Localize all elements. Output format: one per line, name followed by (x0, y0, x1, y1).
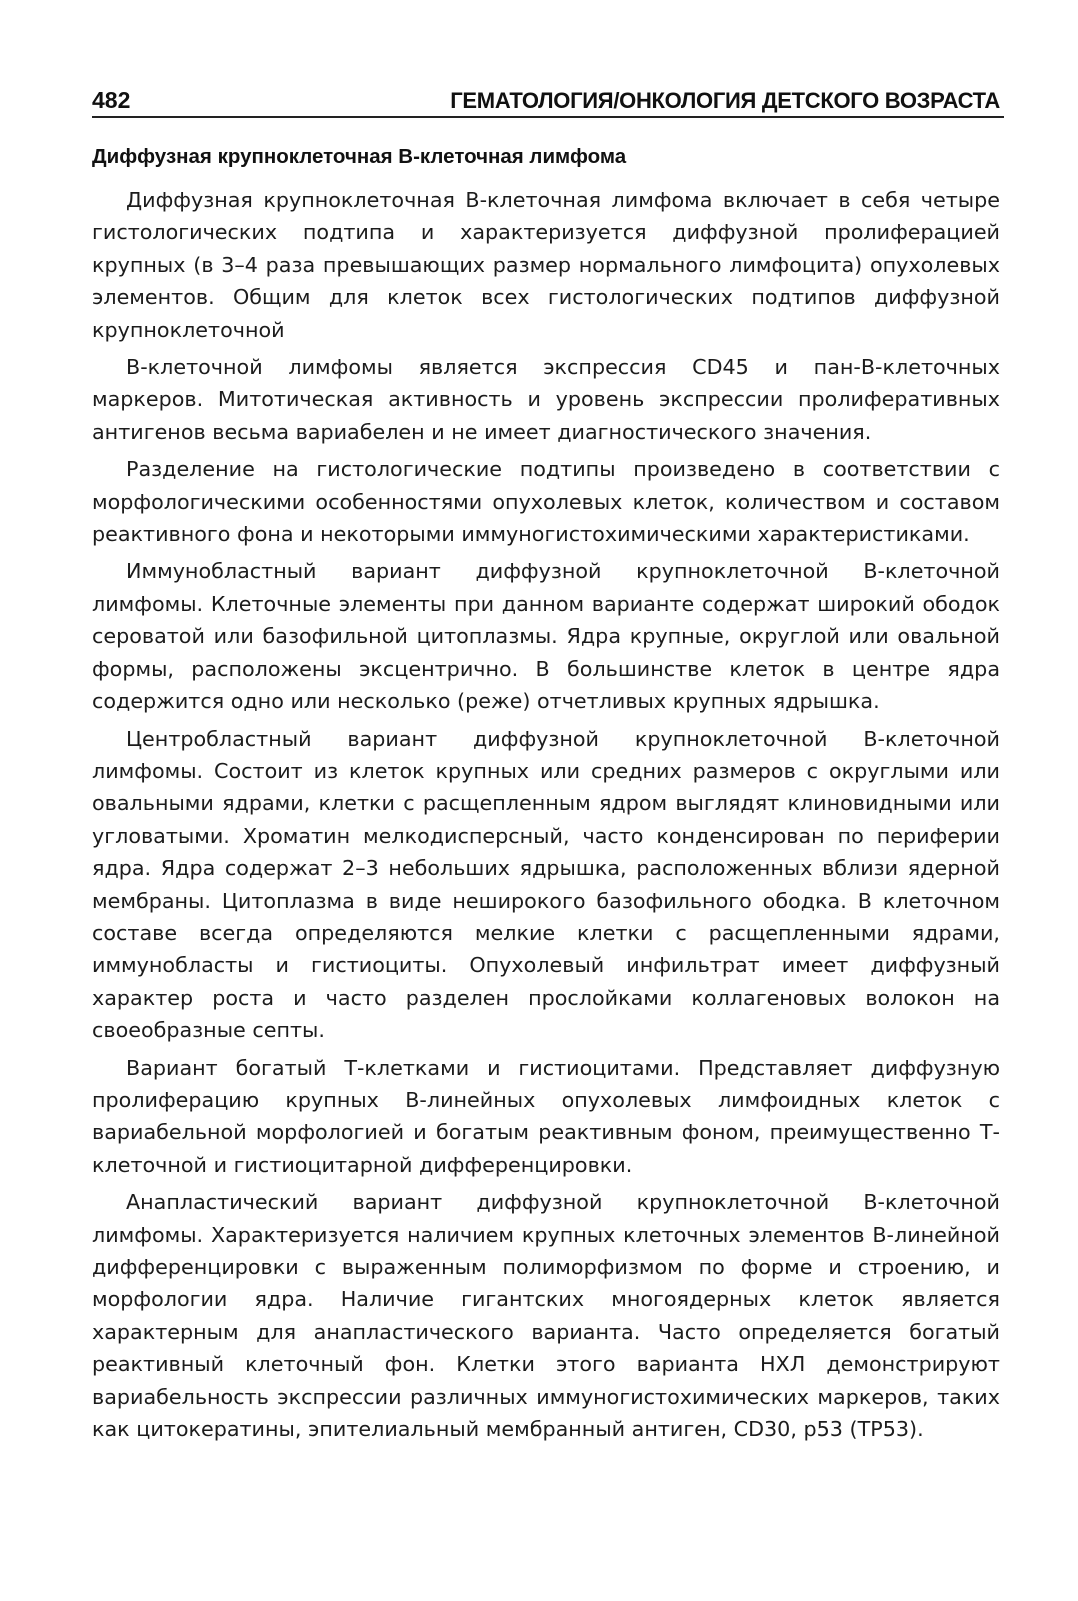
paragraph: Диффузная крупноклеточная В-клеточная лимфома включает в себя четыре гистологических подтипа и характеризуется диффузной пролиферацией крупных (в 3–4 раза превышающих размер нормального лимфоцита) опухолевых элементов. Общим для клеток всех гистологических подтипов диффузной крупноклеточной (92, 188, 1000, 342)
page-number: 482 (92, 87, 131, 113)
section-title: Диффузная крупноклеточная В-клеточная лимфома (92, 145, 627, 168)
paragraph: Иммунобластный вариант диффузной крупноклеточной В-клеточной лимфомы. Клеточные элементы при данном варианте содержат широкий ободок сероватой или базофильной цитоплазмы. Ядра крупные, округлой или овальной формы, расположены эксцентрично. В большинстве клеток в центре ядра содержится одно или несколько (реже) отчетливых крупных ядрышка. (92, 559, 1000, 714)
paragraph: Разделение на гистологические подтипы произведено в соответствии с морфологическими особенностями опухолевых клеток, количеством и составом реактивного фона и некоторыми иммуногистохимическими характеристиками. (92, 457, 1000, 547)
running-title: ГЕМАТОЛОГИЯ/ОНКОЛОГИЯ ДЕТСКОГО ВОЗРАСТА (450, 88, 1000, 113)
running-header (92, 80, 1000, 114)
paragraph: Вариант богатый Т-клетками и гистиоцитами. Представляет диффузную пролиферацию крупных В-линейных опухолевых лимфоидных клеток с вариабельной морфологией и богатым реактивным фоном, преимущественно Т-клеточной и гистиоцитарной дифференцировки. (92, 1055, 1000, 1177)
paragraph: Анапластический вариант диффузной крупноклеточной В-клеточной лимфомы. Характеризуется наличием крупных клеточных элементов В-линейной дифференцировки с выраженным полиморфизмом по форме и строению, и морфологии ядра. Наличие гигантских многоядерных клеток является характерным для анапластического варианта. Часто определяется богатый реактивный клеточный фон. Клетки этого варианта НХЛ демонстрируют вариабельность экспрессии различных иммуногистохимических маркеров, таких как цитокератины, эпителиальный мембранный антиген, CD30, p53 (TP53). (92, 1190, 1000, 1442)
header-rule (92, 116, 1004, 118)
body-text (92, 184, 1000, 1445)
paragraph: В-клеточной лимфомы является экспрессия CD45 и пан-В-клеточных маркеров. Митотическая активность и уровень экспрессии пролиферативных антигенов весьма вариабелен и не имеет диагностического значения. (92, 355, 1000, 444)
book-page (92, 80, 1000, 1450)
paragraph: Центробластный вариант диффузной крупноклеточной В-клеточной лимфомы. Состоит из клеток крупных или средних размеров с округлыми или овальными ядрами, клетки с расщепленным ядром выглядят клиновидными или угловатыми. Хроматин мелкодисперсный, часто конденсирован по периферии ядра. Ядра содержат 2–3 небольших ядрышка, расположенных вблизи ядерной мембраны. Цитоплазма в виде неширокого базофильного ободка. В клеточном составе всегда определяются мелкие клетки с расщепленными ядрами, иммунобласты и гистиоциты. Опухолевый инфильтрат имеет диффузный характер роста и часто разделен прослойками коллагеновых волокон на своеобразные септы. (92, 726, 1000, 1043)
